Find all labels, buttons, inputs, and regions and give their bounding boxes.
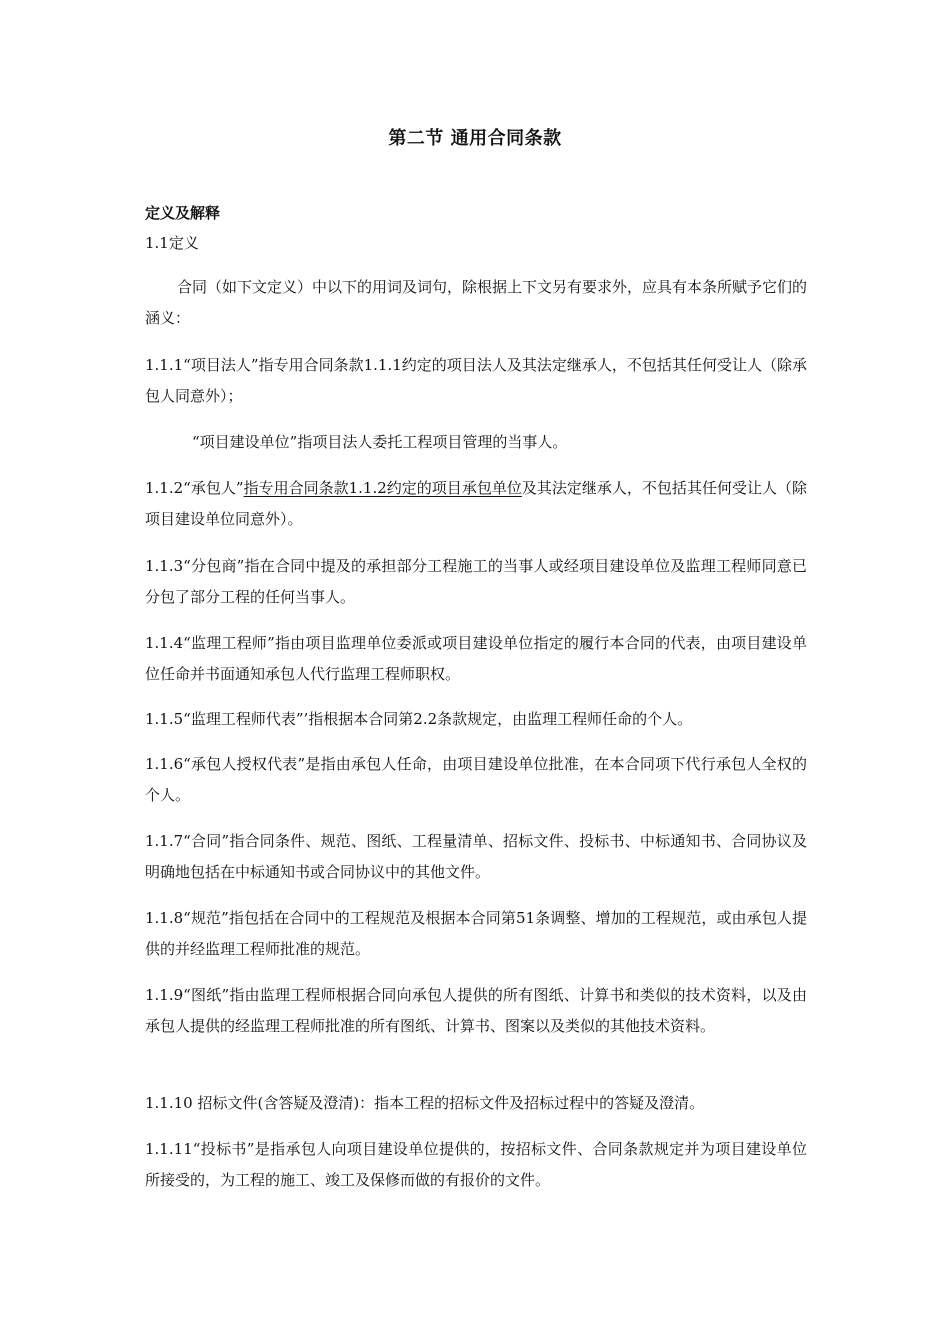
clause-1-1-1-project-unit: “项目建设单位”指项目法人委托工程项目管理的当事人。 [192,433,568,451]
clause-1-1-2-term: 1.1.2“承包人” [145,479,244,497]
clause-1-1-6: 1.1.6“承包人授权代表”是指由承包人任命，由项目建设单位批准，在本合同项下代行承包人全权的个人。 [145,755,807,804]
clause-1-1-10: 1.1.10 招标文件(含答疑及澄清)：指本工程的招标文件及招标过程中的答疑及澄清。 [145,1094,705,1112]
clause-1-1-5: 1.1.5“监理工程师代表”’指根据本合同第2.2条款规定，由监理工程师任命的个人。 [145,710,693,728]
clause-1-1-2-rest: 及其法定继承人，不包括其任何受让人（除项目建设单位同意外）。 [145,479,807,528]
section-heading: 定义及解释 [145,204,221,222]
subsection-heading: 1.1定义 [145,234,199,252]
clause-1-1-9: 1.1.9“图纸”指由监理工程师根据合同向承包人提供的所有图纸、计算书和类似的技术资料，以及由承包人提供的经监理工程师批准的所有图纸、计算书、图案以及类似的其他技术资料。 [145,986,807,1035]
clause-1-1-11: 1.1.11“投标书”是指承包人向项目建设单位提供的，按招标文件、合同条款规定并为项目建设单位所接受的，为工程的施工、竣工及保修而做的有报价的文件。 [145,1140,807,1189]
clause-1-1-7: 1.1.7“合同”指合同条件、规范、图纸、工程量清单、招标文件、投标书、中标通知书、合同协议及明确地包括在中标通知书或合同协议中的其他文件。 [145,832,807,881]
clause-1-1-2 [145,473,807,535]
intro-paragraph: 合同（如下文定义）中以下的用词及词句，除根据上下文另有要求外，应具有本条所赋予它们的涵义： [145,278,808,327]
clause-1-1-3: 1.1.3“分包商”指在合同中提及的承担部分工程施工的当事人或经项目建设单位及监理工程师同意已分包了部分工程的任何当事人。 [145,557,807,606]
clause-1-1-4: 1.1.4“监理工程师”指由项目监理单位委派或项目建设单位指定的履行本合同的代表，由项目建设单位任命并书面通知承包人代行监理工程师职权。 [145,634,807,683]
clause-1-1-8: 1.1.8“规范”指包括在合同中的工程规范及根据本合同第51条调整、增加的工程规范，或由承包人提供的并经监理工程师批准的规范。 [145,909,807,958]
clause-1-1-2-underlined: 指专用合同条款1.1.2约定的项目承包单位 [243,479,522,497]
clause-1-1-1: 1.1.1“项目法人”指专用合同条款1.1.1约定的项目法人及其法定继承人，不包括其任何受让人（除承包人同意外）； [145,356,807,405]
page-title: 第二节 通用合同条款 [388,128,562,149]
